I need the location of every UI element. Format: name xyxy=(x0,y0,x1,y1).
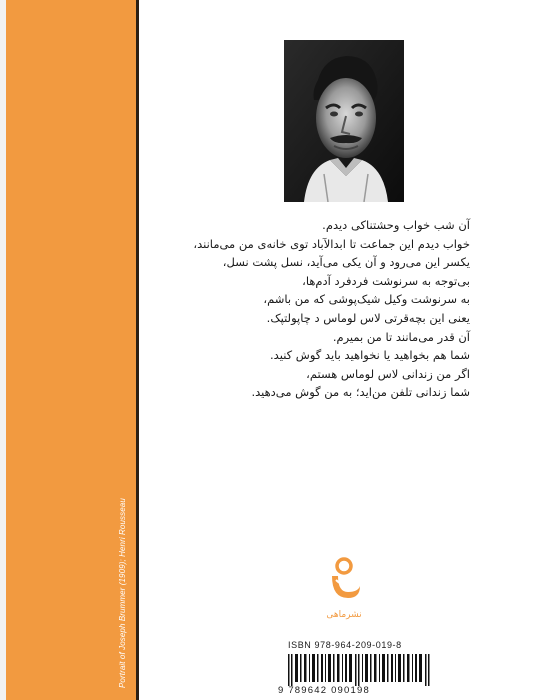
poem-line: اگر من زندانی لاس لوماس هستم، xyxy=(306,366,470,381)
barcode xyxy=(274,650,442,700)
author-portrait-photo xyxy=(284,40,404,202)
portrait-image xyxy=(284,40,404,202)
poem-line: آن قدر می‌مانند تا من بمیرم. xyxy=(332,329,470,344)
poem-line: خواب دیدم این جماعت تا ابدالآباد توی خانه‌ی من می‌مانند، xyxy=(193,236,470,251)
poem-line: بی‌توجه به سرنوشت فردفرد آدم‌ها، xyxy=(302,273,470,288)
poem-line: یعنی این بچه‌قرتی لاس لوماس د چاپولتپک. xyxy=(266,310,470,325)
barcode-digits: 9 789642 090198 xyxy=(278,685,370,696)
poem-line: آن شب خواب وحشتناکی دیدم. xyxy=(322,218,470,232)
poem-line: شما زندانی تلفن من‌اید؛ به من گوش می‌دهید. xyxy=(251,385,470,400)
orange-band xyxy=(6,0,136,700)
publisher-name: نشرماهی xyxy=(326,610,362,620)
fish-logo-icon xyxy=(318,552,370,604)
publisher-logo xyxy=(318,552,370,624)
isbn-label: ISBN 978-964-209-019-8 xyxy=(288,640,402,650)
poem-line: شما هم بخواهید یا نخواهید باید گوش کنید. xyxy=(270,348,470,363)
poem-line: به سرنوشت وکیل شیک‌پوشی که من باشم، xyxy=(263,292,470,307)
painting-credit: Portrait of Joseph Brummer (1909); Henri Rousseau xyxy=(118,498,127,688)
barcode-bars xyxy=(284,654,434,686)
band-edge-divider xyxy=(136,0,139,700)
poem-excerpt xyxy=(190,216,470,402)
poem-line: یکسر این می‌رود و آن یکی می‌آید، نسل پشت نسل، xyxy=(222,255,470,270)
